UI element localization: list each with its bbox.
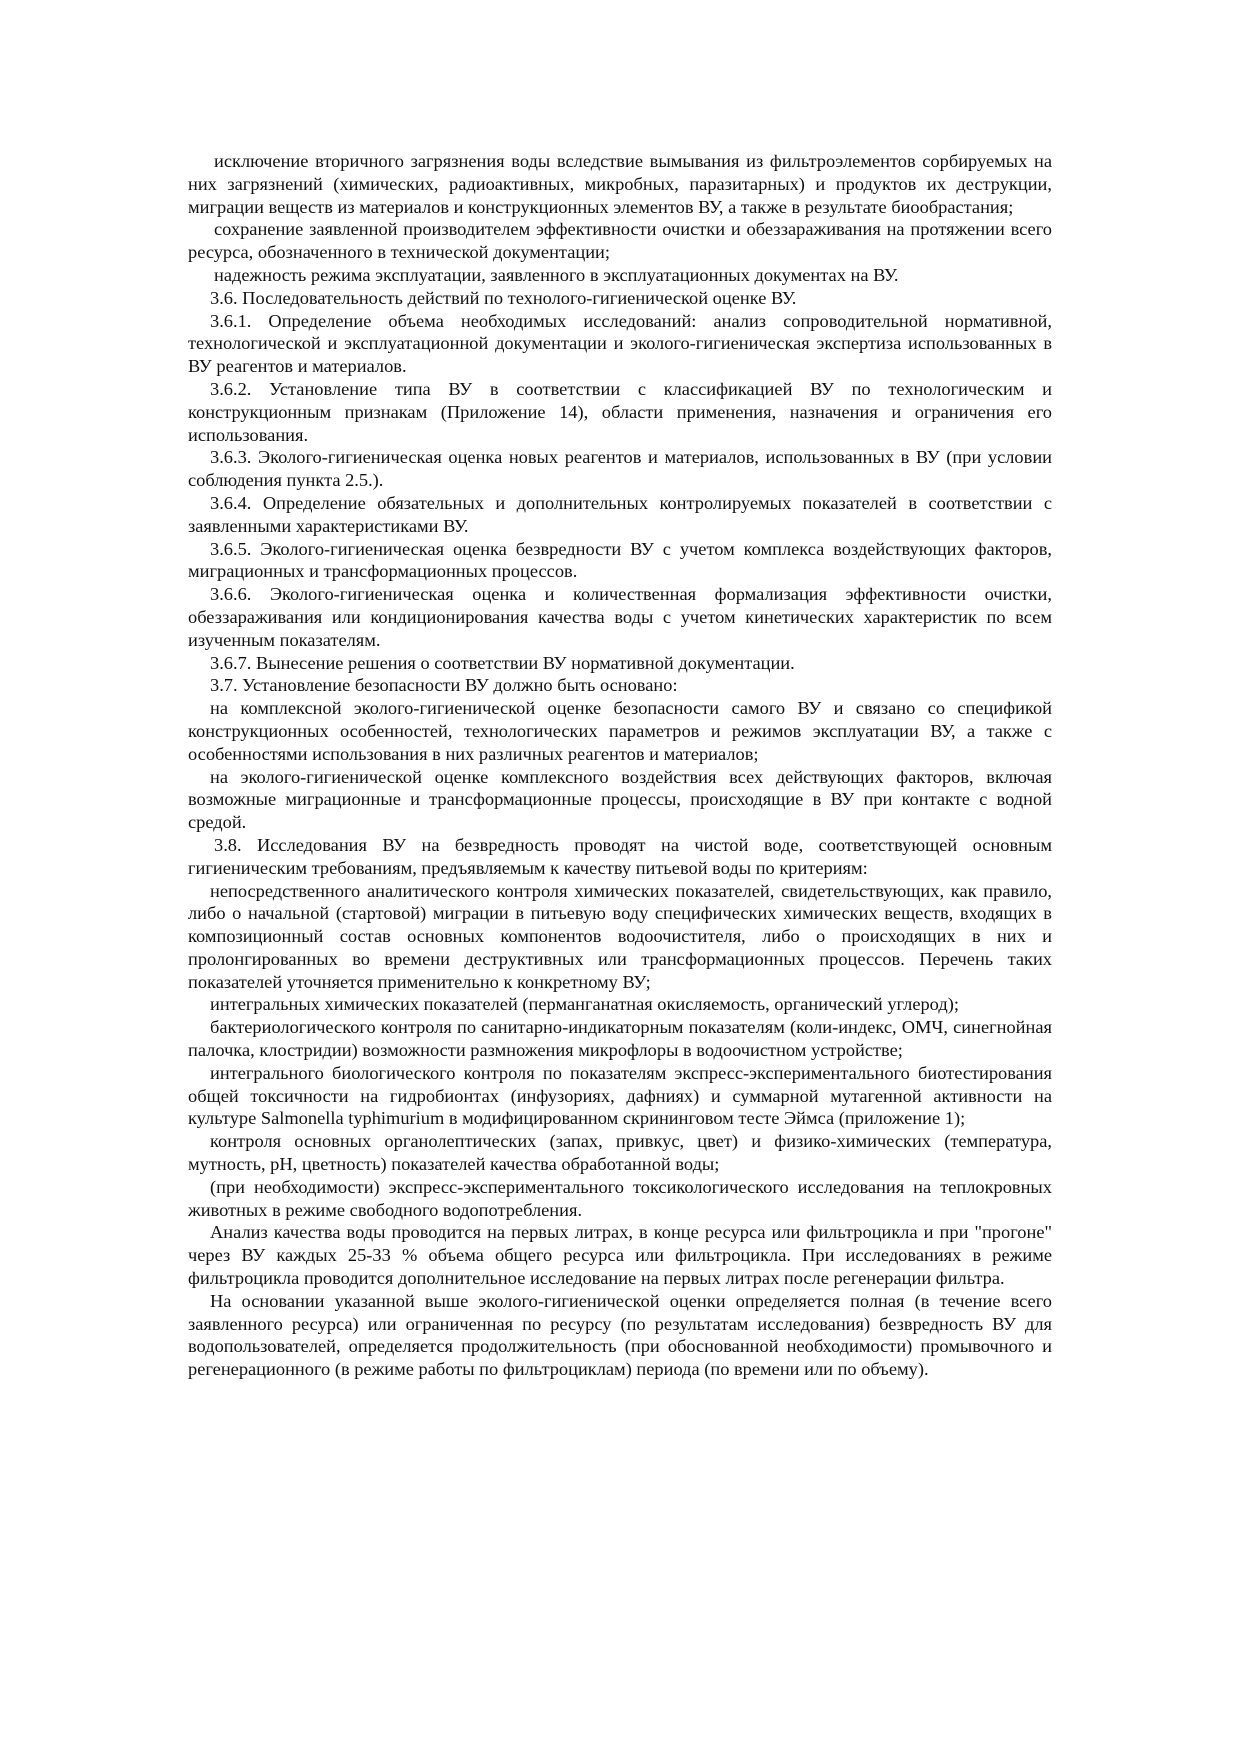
paragraph-conclusion: На основании указанной выше эколого-гигиенической оценки определяется полная (в течение всего заявленного ресурса) или ограниченная по ресурсу (по результатам исследования) безвредность ВУ для водопользователей, определяется продолжительность (при обоснованной необходимости) промывочного и регенерационного (в режиме работы по фильтроциклам) периода (по времени или по объему). bbox=[188, 1290, 1052, 1380]
criterion-chemical-control: непосредственного аналитического контроля химических показателей, свидетельствующих, как правило, либо о начальной (стартовой) миграции в питьевую воду специфических химических веществ, входящих в композиционный состав основных компонентов водоочистителя, либо о происходящих в них и пролонгированных во времени деструктивных или трансформационных процессов. Перечень таких показателей уточняется применительно к конкретному ВУ; bbox=[188, 880, 1052, 992]
document-page bbox=[188, 150, 1052, 1381]
criterion-organoleptic: контроля основных органолептических (запах, привкус, цвет) и физико-химических (температура, мутность, pH, цветность) показателей качества обработанной воды; bbox=[188, 1131, 1052, 1175]
paragraph-secondary-contamination: исключение вторичного загрязнения воды вследствие вымывания из фильтроэлементов сорбируемых на них загрязнений (химических, радиоактивных, микробных, паразитарных) и продуктов их деструкции, миграции веществ из материалов и конструкционных элементов ВУ, а также в результате биообрастания; bbox=[188, 151, 1052, 217]
paragraph-3-6-3: 3.6.3. Эколого-гигиеническая оценка новых реагентов и материалов, использованных в ВУ (при условии соблюдения пункта 2.5.). bbox=[188, 447, 1052, 491]
paragraph-3-6-5: 3.6.5. Эколого-гигиеническая оценка безвредности ВУ с учетом комплекса воздействующих факторов, миграционных и трансформационных процессов. bbox=[188, 538, 1052, 582]
criterion-toxicological: (при необходимости) экспресс-экспериментального токсикологического исследования на теплокровных животных в режиме свободного водопотребления. bbox=[188, 1176, 1052, 1220]
criterion-integral-chemical: интегральных химических показателей (перманганатная окисляемость, органический углерод); bbox=[210, 994, 959, 1015]
section-3-8-heading: 3.8. Исследования ВУ на безвредность проводят на чистой воде, соответствующей основным гигиеническим требованиям, предъявляемым к качеству питьевой воды по критериям: bbox=[188, 834, 1052, 878]
paragraph-3-7-factors-assessment: на эколого-гигиенической оценке комплексного воздействия всех действующих факторов, включая возможные миграционные и трансформационные процессы, происходящие в ВУ при контакте с водной средой. bbox=[188, 766, 1052, 833]
paragraph-efficiency-retention: сохранение заявленной производителем эффективности очистки и обеззараживания на протяжении всего ресурса, обозначенного в технической документации; bbox=[188, 219, 1052, 263]
paragraph-water-analysis: Анализ качества воды проводится на первых литрах, в конце ресурса или фильтроцикла и при "прогоне" через ВУ каждых 25-33 % объема общего ресурса или фильтроцикла. При исследованиях в режиме фильтроцикла проводится дополнительное исследование на первых литрах после регенерации фильтра. bbox=[188, 1222, 1052, 1289]
paragraph-3-7-complex-assessment: на комплексной эколого-гигиенической оценке безопасности самого ВУ и связано со спецификой конструкционных особенностей, технологических параметров и режимов эксплуатации ВУ, а также с особенностями использования в них различных реагентов и материалов; bbox=[188, 698, 1052, 764]
criterion-biological: интегрального биологического контроля по показателям экспресс-экспериментального биотестирования общей токсичности на гидробионтах (инфузориях, дафниях) и суммарной мутагенной активности на культуре Salmonella typhimurium в модифицированном скрининговом тесте Эймса (приложение 1); bbox=[188, 1062, 1052, 1129]
section-3-7-heading: 3.7. Установление безопасности ВУ должно быть основано: bbox=[210, 675, 678, 696]
paragraph-operation-reliability: надежность режима эксплуатации, заявленного в эксплуатационных документах на ВУ. bbox=[214, 264, 899, 285]
paragraph-3-6-7: 3.6.7. Вынесение решения о соответствии ВУ нормативной документации. bbox=[210, 652, 795, 673]
section-3-6-heading: 3.6. Последовательность действий по технолого-гигиенической оценке ВУ. bbox=[210, 287, 797, 308]
paragraph-3-6-6: 3.6.6. Эколого-гигиеническая оценка и количественная формализация эффективности очистки, обеззараживания или кондиционирования качества воды с учетом кинетических характеристик по всем изученным показателям. bbox=[188, 584, 1052, 650]
criterion-bacteriological: бактериологического контроля по санитарно-индикаторным показателям (коли-индекс, ОМЧ, синегнойная палочка, клостридии) возможности размножения микрофлоры в водоочистном устройстве; bbox=[188, 1017, 1052, 1061]
paragraph-3-6-2: 3.6.2. Установление типа ВУ в соответствии с классификацией ВУ по технологическим и конструкционным признакам (Приложение 14), области применения, назначения и ограничения его использования. bbox=[188, 378, 1052, 445]
paragraph-3-6-4: 3.6.4. Определение обязательных и дополнительных контролируемых показателей в соответствии с заявленными характеристиками ВУ. bbox=[188, 492, 1052, 536]
paragraph-3-6-1: 3.6.1. Определение объема необходимых исследований: анализ сопроводительной нормативной, технологической и эксплуатационной документации и эколого-гигиеническая экспертиза использованных в ВУ реагентов и материалов. bbox=[188, 310, 1052, 377]
